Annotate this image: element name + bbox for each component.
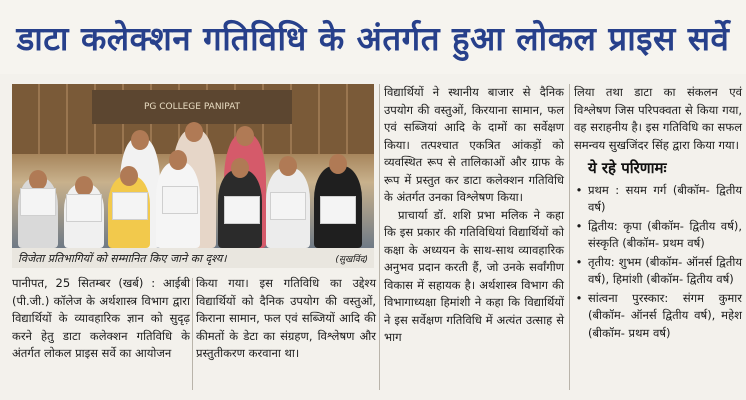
photo-caption-text: विजेता प्रतिभागियों को सम्मानित किए जाने का दृश्य। [18,251,227,265]
certificate [270,192,306,220]
bullet-icon: • [575,218,583,233]
column-divider [379,84,380,390]
article-paragraph: लिया तथा डाटा का संकलन एवं विश्लेषण जिस परिपक्वता से किया गया, वह सराहनीय है। इस गतिविधि का सफल समन्वय सुखजिंदर सिंह द्वारा किया गया। [574,85,742,152]
article-paragraph: किया गया। इस गतिविधि का उद्देश्य विद्यार्थियों को दैनिक उपयोग की वस्तुओं, किराना सामान, फल एवं सब्जियों आदि की कीमतों के डेटा का संग्रहण, विश्लेषण और प्रस्तुतीकरण करवाना था। [196,276,376,360]
photo-person-head [236,126,254,146]
bullet-icon: • [575,290,583,305]
column-divider [569,84,570,390]
result-text: प्रथम : सयम गर्ग (बीकॉम- द्वितीय वर्ष) [588,182,742,214]
certificate [224,196,260,224]
result-item [574,290,742,343]
certificate [112,192,148,220]
certificate [162,186,198,214]
bullet-icon: • [575,254,583,269]
photo-person-head [120,166,138,186]
photo-person-head [169,150,187,170]
result-item [574,254,742,289]
photo-person-head [185,122,203,142]
photo-person-head [329,154,347,174]
photo-credit: (सुखविंद) [335,254,368,265]
photo-person-head [131,130,149,150]
article-paragraph: विद्यार्थियों ने स्थानीय बाजार से दैनिक उपयोग की वस्तुओं, किरयाना सामान, फल एवं सब्जियां आदि के दामों का सर्वेक्षण किया। तत्पश्चात एकत्रित आंकड़ों को व्यवस्थित रूप से तालिकाओं और ग्राफ के रूप में प्रस्तुत कर डाटा कलेक्शन गतिविधि के अंतर्गत उनका विश्लेषण किया। [384,85,564,204]
photo-person-head [75,176,93,196]
results-heading: ये रहे परिणामः [588,159,667,177]
result-item [574,218,742,253]
article-column-2 [196,275,376,363]
headline-text: डाटा कलेक्शन गतिविधि के अंतर्गत हुआ लोकल प्राइस सर्वे [16,18,730,58]
result-item [574,182,742,217]
certificate [66,194,102,222]
news-photo [12,84,374,248]
photo-caption [12,248,374,268]
photo-person-head [231,158,249,178]
bullet-icon: • [575,182,583,197]
result-text: तृतीय: शुभम (बीकॉम- ऑनर्स द्वितीय वर्ष), हिमांशी (बीकॉम- द्वितीय वर्ष) [588,254,742,286]
headline [0,0,746,74]
column-divider [192,278,193,390]
certificate [20,188,56,216]
photo-banner: PG COLLEGE PANIPAT [92,90,292,124]
result-text: द्वितीय: कृपा (बीकॉम- द्वितीय वर्ष), संस्कृति (बीकॉम- प्रथम वर्ष) [588,218,742,250]
certificate [320,196,356,224]
article-column-3 [384,84,564,347]
article-paragraph: पानीपत, 25 सितम्बर (खर्ब) : आईबी (पी.जी.) कॉलेज के अर्थशास्त्र विभाग द्वारा विद्यार्थियों के व्यावहारिक ज्ञान को सुदृढ़ करने हेतु डाटा कलेक्शन गतिविधि के अंतर्गत लोकल प्राइस सर्वे का आयोजन [12,276,190,360]
article-column-4 [574,84,742,343]
article-paragraph: प्राचार्या डॉ. शशि प्रभा मलिक ने कहा कि इस प्रकार की गतिविधियां विद्यार्थियों को कक्षा के अध्ययन के साथ-साथ व्यावहारिक अनुभव प्रदान करती हैं, जो उनके सर्वांगीण विकास में सहायक है। अर्थशास्त्र विभाग की विभागाध्यक्षा हिमांशी ने कहा कि विद्यार्थियों ने इस सर्वेक्षण गतिविधि में अत्यंत उत्साह से भाग [384,207,564,344]
photo-person-head [279,156,297,176]
photo-person-head [29,170,47,190]
result-text: सांत्वना पुरस्कार: संगम कुमार (बीकॉम- ऑनर्स द्वितीय वर्ष), महेश (बीकॉम- प्रथम वर्ष) [588,290,742,340]
article-column-1 [12,275,190,363]
